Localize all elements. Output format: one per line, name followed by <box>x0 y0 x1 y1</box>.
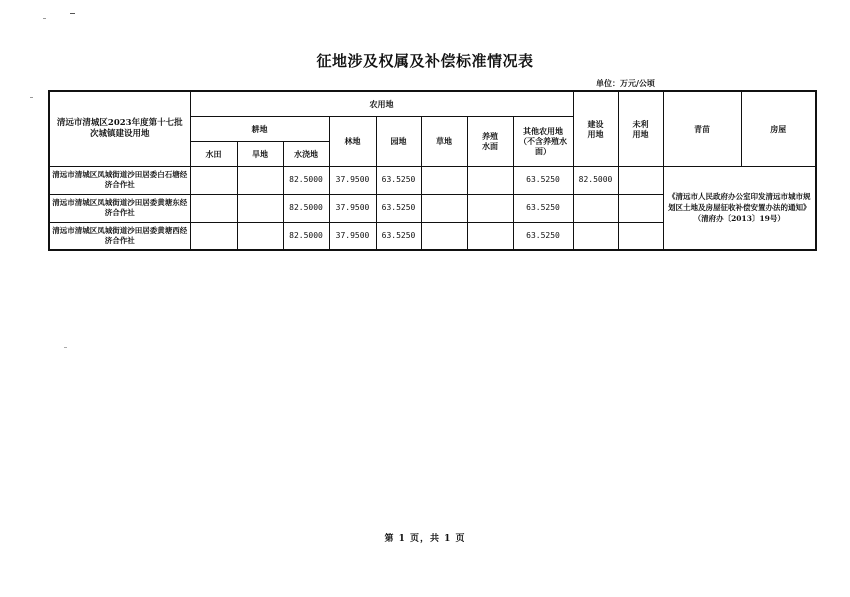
row-name: 清远市清城区凤城街道沙田居委黄塘西经济合作社 <box>49 222 190 250</box>
scan-speck <box>70 13 75 14</box>
cell-construction: 82.5000 <box>573 166 618 194</box>
cell-irrigated: 82.5000 <box>283 194 329 222</box>
cell-irrigated: 82.5000 <box>283 166 329 194</box>
cell-garden: 63.5250 <box>376 166 421 194</box>
table-row <box>49 166 816 194</box>
header-dry: 旱地 <box>237 141 283 166</box>
cell-paddy <box>190 222 237 250</box>
header-other-agri: 其他农用地（不含养殖水面） <box>513 116 573 166</box>
cell-garden: 63.5250 <box>376 194 421 222</box>
unit-label: 单位：万元/公顷 <box>596 78 655 88</box>
cell-forest: 37.9500 <box>329 222 376 250</box>
scan-speck <box>30 97 33 98</box>
page-footer: 第 1 页，共 1 页 <box>384 534 466 544</box>
header-irrigated: 水浇地 <box>283 141 329 166</box>
row-name: 清远市清城区凤城街道沙田居委白石塘经济合作社 <box>49 166 190 194</box>
cell-dry <box>237 222 283 250</box>
cell-unused <box>618 194 663 222</box>
cell-unused <box>618 166 663 194</box>
compensation-table <box>48 90 817 251</box>
cell-grass <box>421 194 467 222</box>
corner-header: 清远市清城区2023年度第十七批次城镇建设用地 <box>49 91 190 166</box>
scan-speck <box>43 18 46 19</box>
header-crops: 青苗 <box>663 91 741 166</box>
header-garden: 园地 <box>376 116 421 166</box>
document-title: 征地涉及权属及补偿标准情况表 <box>316 52 534 70</box>
scan-speck <box>64 347 67 348</box>
cell-grass <box>421 222 467 250</box>
cell-irrigated: 82.5000 <box>283 222 329 250</box>
agricultural-land-header: 农用地 <box>190 91 573 116</box>
header-construction: 建设用地 <box>573 91 618 166</box>
cell-garden: 63.5250 <box>376 222 421 250</box>
cell-aquaculture <box>467 166 513 194</box>
cell-paddy <box>190 194 237 222</box>
cell-unused <box>618 222 663 250</box>
header-paddy: 水田 <box>190 141 237 166</box>
header-unused: 未利用地 <box>618 91 663 166</box>
cell-dry <box>237 194 283 222</box>
header-grass: 草地 <box>421 116 467 166</box>
cell-forest: 37.9500 <box>329 166 376 194</box>
cell-paddy <box>190 166 237 194</box>
cell-other-agri: 63.5250 <box>513 222 573 250</box>
header-houses: 房屋 <box>741 91 816 166</box>
row-name: 清远市清城区凤城街道沙田居委黄塘东经济合作社 <box>49 194 190 222</box>
cell-other-agri: 63.5250 <box>513 166 573 194</box>
cell-forest: 37.9500 <box>329 194 376 222</box>
header-aquaculture: 养殖水面 <box>467 116 513 166</box>
header-forest: 林地 <box>329 116 376 166</box>
cell-dry <box>237 166 283 194</box>
cultivated-land-header: 耕地 <box>190 116 329 141</box>
compensation-policy-note: 《清远市人民政府办公室印发清远市城市规划区土地及房屋征收补偿安置办法的通知》（清府办〔2013〕19号） <box>663 166 816 250</box>
cell-other-agri: 63.5250 <box>513 194 573 222</box>
cell-aquaculture <box>467 194 513 222</box>
cell-aquaculture <box>467 222 513 250</box>
cell-construction <box>573 194 618 222</box>
cell-grass <box>421 166 467 194</box>
cell-construction <box>573 222 618 250</box>
